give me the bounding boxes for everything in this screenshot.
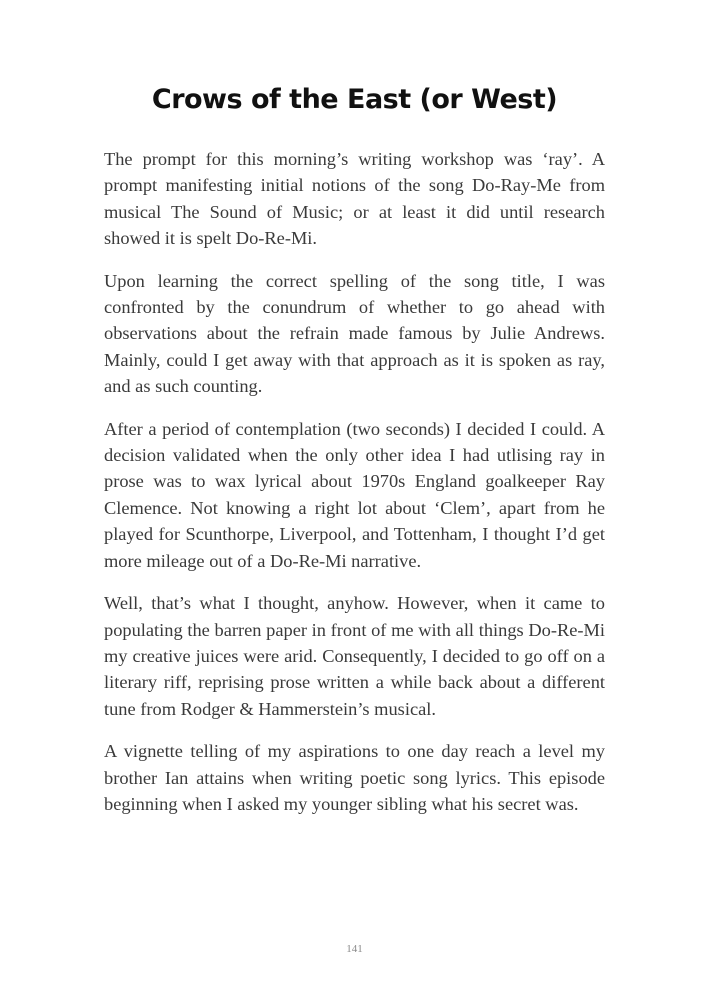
paragraph-3: After a period of contemplation (two seconds) I decided I could. A decision validated when the only other idea I had utlising ray in prose was to wax lyrical about 1970s England goalkeeper Ray Clemence. Not knowing a right lot about ‘Clem’, apart from he played for Scunthorpe, Liverpool, and Tottenham, I thought I’d get more mileage out of a Do-Re-Mi narrative. [104,418,605,571]
chapter-title: Crows of the East (or West) [151,84,558,115]
chapter-body [104,146,605,833]
page-number: 141 [346,943,363,955]
paragraph-4: Well, that’s what I thought, anyhow. However, when it came to populating the barren paper in front of me with all things Do-Re-Mi my creative juices were arid. Consequently, I decided to go off on a literary riff, reprising prose written a while back about a different tune from Rodger & Hammerstein’s musical. [104,593,605,719]
paragraph-5: A vignette telling of my aspirations to one day reach a level my brother Ian attains when writing poetic song lyrics. This episode beginning when I asked my younger sibling what his secret was. [104,741,605,814]
paragraph-1: The prompt for this morning’s writing workshop was ‘ray’. A prompt manifesting initial notions of the song Do-Ray-Me from musical The Sound of Music; or at least it did until research showed it is spelt Do-Re-Mi. [104,149,605,249]
paragraph-2: Upon learning the correct spelling of the song title, I was confronted by the conundrum of whether to go ahead with observations about the refrain made famous by Julie Andrews. Mainly, could I get away with that approach as it is spoken as ray, and as such counting. [104,270,605,397]
